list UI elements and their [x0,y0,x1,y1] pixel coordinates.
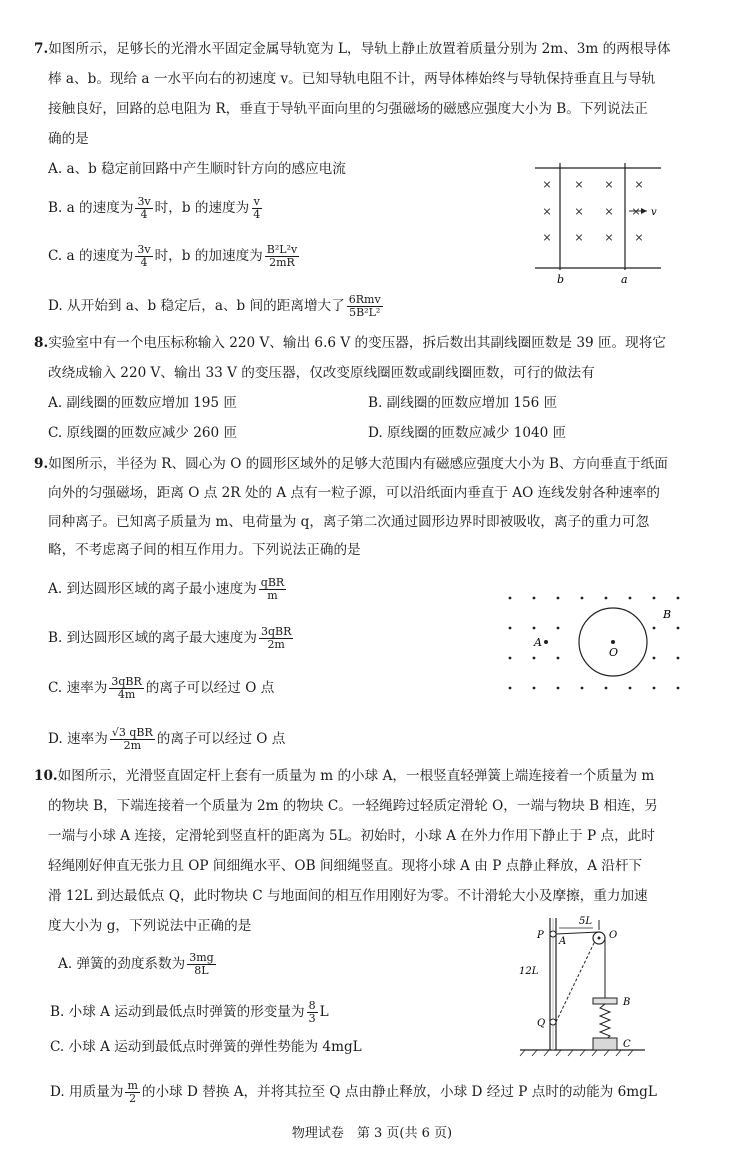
q10-line-1: 10.如图所示，光滑竖直固定杆上套有一质量为 m 的小球 A，一根竖直轻弹簧上端连接着一个质量为 m [34,768,655,784]
fraction: $\frac{\text{3qBR}}{2m}$ [260,625,292,651]
q8-line-2: 改绕成输入 220 V、输出 33 V 的变压器，仅改变原线圈匝数或副线圈匝数，可行的做法有 [48,365,595,381]
fraction: $\frac{\text{3qBR}}{4m}$ [111,675,142,701]
q9-line-1: 9.如图所示，半径为 R、圆心为 O 的圆形区域外的足够大范围内有磁感应强度大小为 B、方向垂直于纸面 [34,456,668,472]
rod-a-label: a [621,273,628,286]
q9-line-3: 同种离子。已知离子质量为 m、电荷量为 q，离子第二次通过圆形边界时即被吸收，离子的重力可忽 [48,514,650,530]
field-dot [629,687,632,690]
fraction: $\frac{\text{qBR}}{m}$ [260,576,285,602]
field-dot [653,597,656,600]
q10-line-6: 度大小为 g，下列说法中正确的是 [48,918,252,934]
fraction: $\frac{v}{4}$ [253,195,261,221]
fraction: $\frac{3v}{4}$ [137,243,151,269]
field-dot [653,657,656,660]
field-dot [509,657,512,660]
label-12l: 12L [519,966,539,977]
label-5l: 5L [579,916,593,927]
q9-line-4: 略，不考虑离子间的相互作用力。下列说法正确的是 [48,542,361,558]
field-dot [557,627,560,630]
point-a-label: A [534,636,542,649]
field-dot [677,687,680,690]
field-dot [509,597,512,600]
q8-option-c: C. 原线圈的匝数应减少 260 匝 [48,425,238,441]
svg-text:×: × [574,178,584,191]
q7-option-b: B. a 的速度为 $\frac{3v}{4}$ 时，b 的速度为 $\frac{v}{4}$ [48,195,261,221]
q10-line-4: 轻绳刚好伸直无张力且 OP 间细绳水平、OB 间细绳竖直。现将小球 A 由 P 点静止释放，A 沿杆下 [48,858,643,874]
q8-option-a: A. 副线圈的匝数应增加 195 匝 [48,395,237,411]
page-footer: 物理试卷 第 3 页(共 6 页) [291,1126,453,1141]
fraction: $\frac{\text{B²L²v}}{2mR}$ [266,243,298,269]
fraction: $\frac{3mg}{8L}$ [189,951,214,977]
rod-b-label: b [557,273,565,286]
fraction: $\frac{8}{3}$ [308,999,316,1025]
svg-text:×: × [604,205,614,218]
q10-option-b: B. 小球 A 运动到最低点时弹簧的形变量为 $\frac{8}{3}$ L [50,999,329,1025]
q9-option-b: B. 到达圆形区域的离子最大速度为 $\frac{\text{3qBR}}{2m}$ [48,625,292,651]
svg-text:×: × [604,231,614,244]
q10-option-d: D. 用质量为 $\frac{m}{2}$ 的小球 D 替换 A，并将其拉至 Q 点由静止释放，小球 D 经过 P 点时的动能为 6mgL [50,1079,657,1105]
field-dot [677,597,680,600]
q7-option-c: C. a 的速度为 $\frac{3v}{4}$ 时，b 的加速度为 $\frac{\text{B²L²v}}{2mR}$ [48,243,298,269]
point-o-label: O [609,646,619,659]
field-dot [533,597,536,600]
q8-line-1: 8.实验室中有一个电压标称输入 220 V、输出 6.6 V 的变压器，拆后数出其副线圈匝数是 39 匝。现将它 [34,335,666,351]
field-dot [509,627,512,630]
field-dot [653,627,656,630]
field-dot [557,657,560,660]
q10-option-c: C. 小球 A 运动到最低点时弹簧的弹性势能为 4mgL [50,1039,362,1055]
svg-text:×: × [634,231,644,244]
q7-option-a: A. a、b 稳定前回路中产生顺时针方向的感应电流 [48,161,346,177]
q8-option-b: B. 副线圈的匝数应增加 156 匝 [368,395,558,411]
point-q-label: Q [537,1018,546,1029]
q9-line-2: 向外的匀强磁场，距离 O 点 2R 处的 A 点有一粒子源，可以沿纸面内垂直于 AO 连线发射各种速率的 [48,485,660,501]
point-b-label: B [663,608,672,621]
q8-option-d: D. 原线圈的匝数应减少 1040 匝 [368,425,567,441]
field-dot [533,627,536,630]
fraction: $\frac{\text{√3 qBR}}{2m}$ [111,726,153,752]
field-dot [605,687,608,690]
q7-line-2: 棒 a、b。现给 a 一水平向右的初速度 v。已知导轨电阻不计，两导体棒始终与导轨保持垂直且与导轨 [48,71,656,87]
q9-option-a: A. 到达圆形区域的离子最小速度为 $\frac{\text{qBR}}{m}$ [48,576,285,602]
velocity-label: v [651,207,657,218]
q7-line-4: 确的是 [48,131,89,147]
q10-pulley-figure [515,908,655,1058]
q9-field-figure [498,588,698,698]
q10-line-5: 滑 12L 到达最低点 Q，此时物块 C 与地面间的相互作用刚好为零。不计滑轮大小及摩擦，重力加速 [48,888,648,904]
q7-line-3: 接触良好，回路的总电阻为 R，垂直于导轨平面向里的匀强磁场的磁感应强度大小为 B。下列说法正 [48,101,648,117]
fraction: $\frac{m}{2}$ [127,1079,138,1105]
q9-option-c: C. 速率为 $\frac{\text{3qBR}}{4m}$ 的离子可以经过 O 点 [48,675,275,701]
field-dot [509,687,512,690]
svg-text:×: × [631,205,641,218]
q10-line-2: 的物块 B，下端连接着一个质量为 2m 的物块 C。一轻绳跨过轻质定滑轮 O，一端与物块 B 相连，另 [48,798,658,814]
svg-text:×: × [542,231,552,244]
ball-a-label: A [559,936,567,947]
svg-text:×: × [574,205,584,218]
q7-rail-figure [525,158,675,288]
svg-text:×: × [542,205,552,218]
field-dot [605,597,608,600]
field-dot [533,657,536,660]
block-b-label: B [623,997,631,1008]
field-dot [677,657,680,660]
field-dot [533,687,536,690]
field-dot [629,597,632,600]
field-dot [557,687,560,690]
field-dot [581,687,584,690]
q10-option-a: A. 弹簧的劲度系数为 $\frac{3mg}{8L}$ [58,951,214,977]
field-dot [677,627,680,630]
q10-line-3: 一端与小球 A 连接，定滑轮到竖直杆的距离为 5L。初始时，小球 A 在外力作用下静止于 P 点，此时 [48,828,655,844]
fraction: $\frac{3v}{4}$ [137,195,151,221]
pulley-o-label: O [609,930,618,941]
point-p-label: P [537,930,544,941]
svg-text:×: × [542,178,552,191]
q7-option-d: D. 从开始到 a、b 稳定后，a、b 间的距离增大了 $\frac{\text{6Rmv}}{\text{5B²L²}}$ [48,293,381,319]
svg-text:×: × [574,231,584,244]
svg-text:×: × [604,178,614,191]
field-dot [581,597,584,600]
q9-option-d: D. 速率为 $\frac{\text{√3 qBR}}{2m}$ 的离子可以经过 O 点 [48,726,286,752]
fraction: $\frac{\text{6Rmv}}{\text{5B²L²}}$ [348,293,381,319]
field-dot [557,597,560,600]
block-c-label: C [623,1039,631,1050]
field-dot [653,687,656,690]
q7-line-1: 7.如图所示，足够长的光滑水平固定金属导轨宽为 L，导轨上静止放置着质量分别为 2m、3m 的两根导体 [34,41,671,57]
svg-text:×: × [634,178,644,191]
